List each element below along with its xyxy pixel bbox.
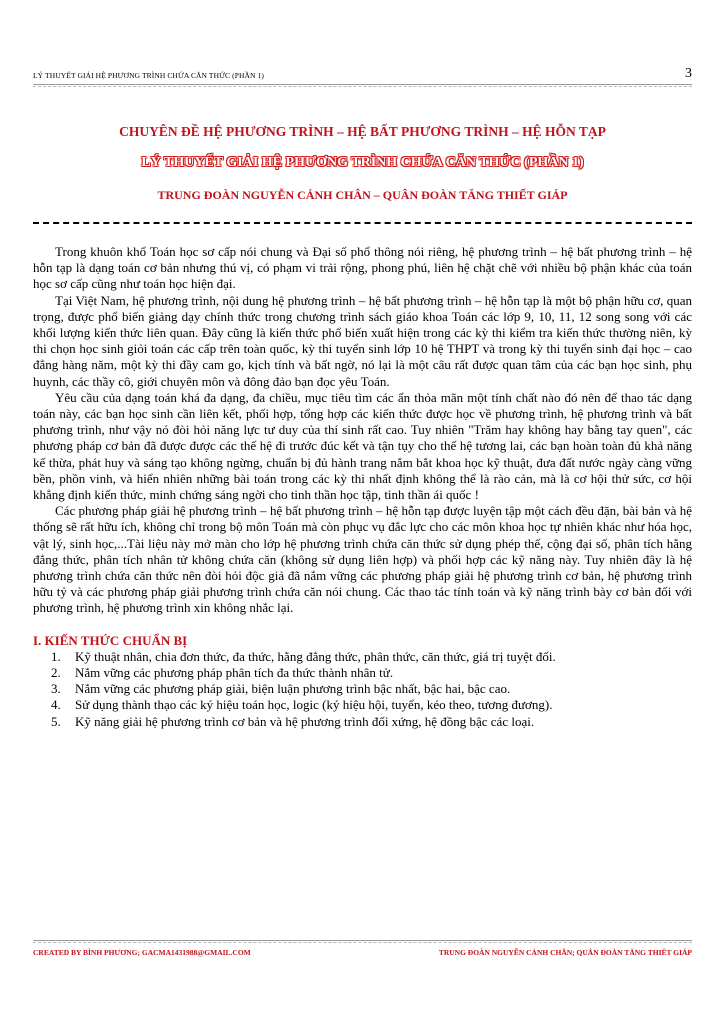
list-number: 3.	[51, 681, 61, 697]
document-subtitle: LÝ THUYẾT GIẢI HỆ PHƯƠNG TRÌNH CHỨA CĂN THỨC (PHẦN 1)	[141, 155, 584, 170]
paragraph: Trong khuôn khổ Toán học sơ cấp nói chung và Đại số phổ thông nói riêng, hệ phương trình – hệ bất phương trình – hệ hỗn tạp là dạng toán cơ bản nhưng thú vị, có phạm vi trải rộng, phong phú, liên hệ chặt chẽ với nhiều bộ phận khác của toán học sơ cấp cũng như toán học hiện đại.	[33, 244, 692, 292]
list-item	[33, 681, 692, 697]
document-title: CHUYÊN ĐỀ HỆ PHƯƠNG TRÌNH – HỆ BẤT PHƯƠNG TRÌNH – HỆ HỖN TẠP	[119, 124, 606, 139]
list-number: 4.	[51, 697, 61, 713]
list-number: 1.	[51, 648, 61, 664]
list-text: Sử dụng thành thạo các ký hiệu toán học, logic (ký hiệu hội, tuyển, kéo theo, tương đương).	[75, 697, 553, 713]
list-text: Nắm vững các phương pháp giải, biện luận phương trình bậc nhất, bậc hai, bậc cao.	[75, 681, 511, 697]
list-item	[33, 714, 692, 730]
list-text: Kỹ thuật nhân, chia đơn thức, đa thức, hằng đẳng thức, phân thức, căn thức, giá trị tuyệt đối.	[75, 648, 556, 664]
section-heading: I. KIẾN THỨC CHUẨN BỊ	[33, 632, 188, 648]
footer-credit: CREATED BY BÌNH PHƯƠNG; GACMA1431988@GMAIL.COM	[33, 948, 251, 957]
list-item	[33, 649, 692, 665]
document-author: TRUNG ĐOÀN NGUYỄN CẢNH CHÂN – QUÂN ĐOÀN TĂNG THIẾT GIÁP	[157, 188, 568, 202]
document-body	[33, 244, 692, 730]
paragraph: Yêu cầu của dạng toán khá đa dạng, đa chiều, mục tiêu tìm các ẩn thỏa mãn một tính chất nào đó nên để thao tác dạng toán này, các bạn học sinh cần liên kết, phối hợp, tổng hợp các kiến thức được học về phương trình, hệ phương trình và bất phương trình, như vậy nó đòi hỏi năng lực tư duy của thí sinh rất cao. Tuy nhiên "Trăm hay không hay bằng tay quen", các phương pháp cơ bản đã được được các thế hệ đi trước đúc kết và tận tụy cho thế hệ tương lai, các bạn hoàn toàn đủ khả năng kế thừa, phát huy và sáng tạo không ngừng, chuẩn bị đủ hành trang nắm bắt khoa học kỹ thuật, đưa đất nước ngày càng vững bền, phồn vinh, và hiển nhiên những bài toán trong các kỳ thi nhất định không thể là rào cản, mà là cơ hội thử sức, cơ hội khẳng định kiến thức, minh chứng sáng ngời cho tinh thần học tập, tinh thần ái quốc !	[33, 389, 692, 503]
page-footer	[33, 948, 692, 962]
footer-rule	[33, 940, 692, 941]
list-number: 2.	[51, 665, 61, 681]
footer-rule-dashed	[33, 942, 692, 943]
running-title: LÝ THUYẾT GIẢI HỆ PHƯƠNG TRÌNH CHỨA CĂN THỨC (PHẦN 1)	[33, 71, 264, 80]
footer-author: TRUNG ĐOÀN NGUYỄN CẢNH CHÂN; QUÂN ĐOÀN TĂNG THIẾT GIÁP	[438, 948, 692, 957]
page-number: 3	[685, 66, 692, 81]
header-rule-dashed	[33, 86, 692, 87]
list-item	[33, 697, 692, 713]
list-text: Nắm vững các phương pháp phân tích đa thức thành nhân tử.	[75, 665, 394, 681]
list-number: 5.	[51, 713, 61, 729]
title-divider	[33, 222, 692, 224]
prerequisite-list	[33, 649, 692, 730]
list-item	[33, 665, 692, 681]
header-rule	[33, 84, 692, 85]
paragraph: Các phương pháp giải hệ phương trình – hệ bất phương trình – hệ hỗn tạp được luyện tập một cách đều đặn, bài bản và hệ thống sẽ rất hữu ích, không chỉ trong bộ môn Toán mà còn phục vụ đắc lực cho các môn khoa học tự nhiên khác như hóa học, vật lý, sinh học,...Tài liệu này mở màn cho lớp hệ phương trình chứa căn thức sử dụng phép thế, cộng đại số, phân tích hằng đẳng thức, phân tích nhân tử không chứa căn (không sử dụng liên hợp) và phối hợp các kỹ năng này. Tuy nhiên đây là hệ phương trình chứa căn thức nên đòi hỏi độc giả đã nắm vững các phương pháp giải hệ phương trình cơ bản, hệ phương trình hữu tỷ và các phương pháp giải phương trình chứa căn nói chung. Các thao tác tính toán và kỹ năng trình bày cơ bản đối với phương trình, hệ phương trình xin không nhắc lại.	[33, 503, 692, 616]
list-text: Kỹ năng giải hệ phương trình cơ bản và hệ phương trình đối xứng, hệ đồng bậc các loại.	[75, 713, 535, 729]
paragraph: Tại Việt Nam, hệ phương trình, nội dung hệ phương trình – hệ bất phương trình – hệ hỗn tạp là một bộ phận hữu cơ, quan trọng, được phổ biến giảng dạy chính thức trong chương trình sách giáo khoa Toán các lớp 9, 10, 11, 12 song song với các khối lượng kiến thức liên quan. Đây cũng là kiến thức phổ biến xuất hiện trong các kỳ thi kiểm tra kiến thức thường niên, kỳ thi chọn học sinh giỏi toán các cấp trên toàn quốc, kỳ thi tuyển sinh lớp 10 hệ THPT và trong kỳ thi tuyển sinh đại học – cao đẳng hàng năm, một kỳ thi đầy cam go, kịch tính và bất ngờ, nó lại là một câu rất được quan tâm của các bạn học sinh, phụ huynh, các thầy cô, giới chuyên môn và đông đảo bạn đọc yêu Toán.	[33, 292, 692, 389]
page-header	[33, 62, 692, 84]
